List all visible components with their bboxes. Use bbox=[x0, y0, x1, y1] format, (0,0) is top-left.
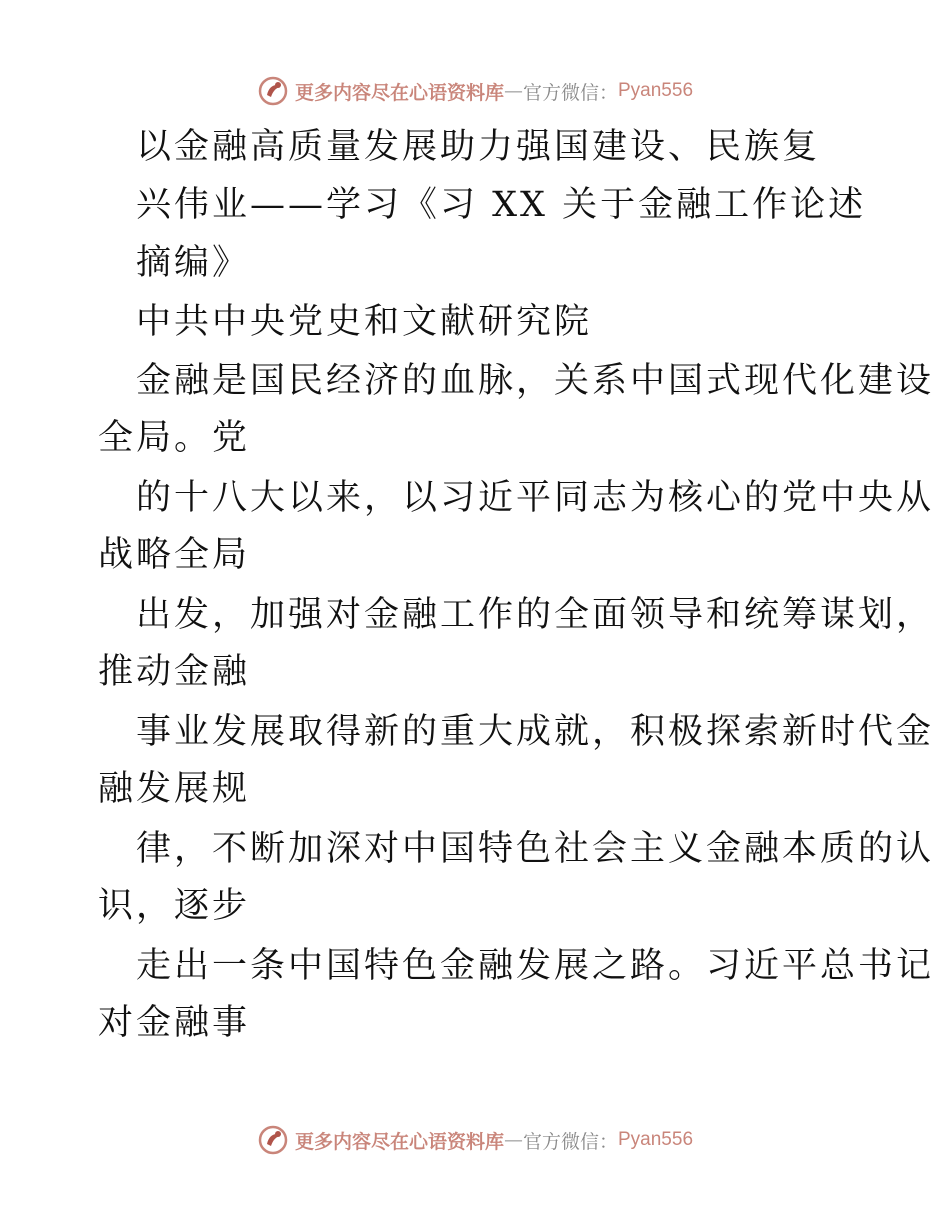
body-line: 事业发展取得新的重大成就，积极探索新时代金 bbox=[136, 712, 935, 752]
body-line: 律，不断加深对中国特色社会主义金融本质的认 bbox=[136, 829, 935, 869]
rose-logo-icon bbox=[257, 75, 289, 107]
body-line: 识，逐步 bbox=[98, 886, 251, 926]
body-line: 全局。党 bbox=[98, 418, 251, 458]
title-line-3: 摘编》 bbox=[136, 243, 251, 283]
title-line-2: 兴伟业——学习《习 XX 关于金融工作论述 bbox=[136, 185, 867, 225]
body-line: 的十八大以来，以习近平同志为核心的党中央从 bbox=[136, 478, 935, 518]
watermark-id: Pyan556 bbox=[618, 80, 694, 101]
watermark-label: 官方微信： bbox=[522, 1130, 618, 1153]
watermark-id: Pyan556 bbox=[618, 1129, 694, 1150]
watermark-brand: 更多内容尽在心语资料库 bbox=[294, 81, 504, 104]
watermark-label: 官方微信： bbox=[522, 81, 618, 104]
body-line: 融发展规 bbox=[98, 769, 251, 809]
title-line-1: 以金融高质量发展助力强国建设、民族复 bbox=[136, 127, 821, 167]
watermark-separator: — bbox=[503, 80, 523, 102]
body-line: 推动金融 bbox=[98, 652, 251, 692]
body-line: 对金融事 bbox=[98, 1003, 251, 1043]
watermark-separator: — bbox=[503, 1129, 523, 1151]
body-line: 金融是国民经济的血脉，关系中国式现代化建设 bbox=[136, 361, 935, 401]
body-line: 战略全局 bbox=[98, 535, 251, 575]
author-line: 中共中央党史和文献研究院 bbox=[136, 302, 593, 342]
watermark-brand: 更多内容尽在心语资料库 bbox=[294, 1130, 504, 1153]
header-watermark bbox=[0, 71, 950, 111]
body-line: 走出一条中国特色金融发展之路。习近平总书记 bbox=[136, 946, 935, 986]
footer-watermark bbox=[0, 1120, 950, 1160]
rose-logo-icon bbox=[257, 1124, 289, 1156]
body-line: 出发，加强对金融工作的全面领导和统筹谋划， bbox=[136, 595, 935, 635]
